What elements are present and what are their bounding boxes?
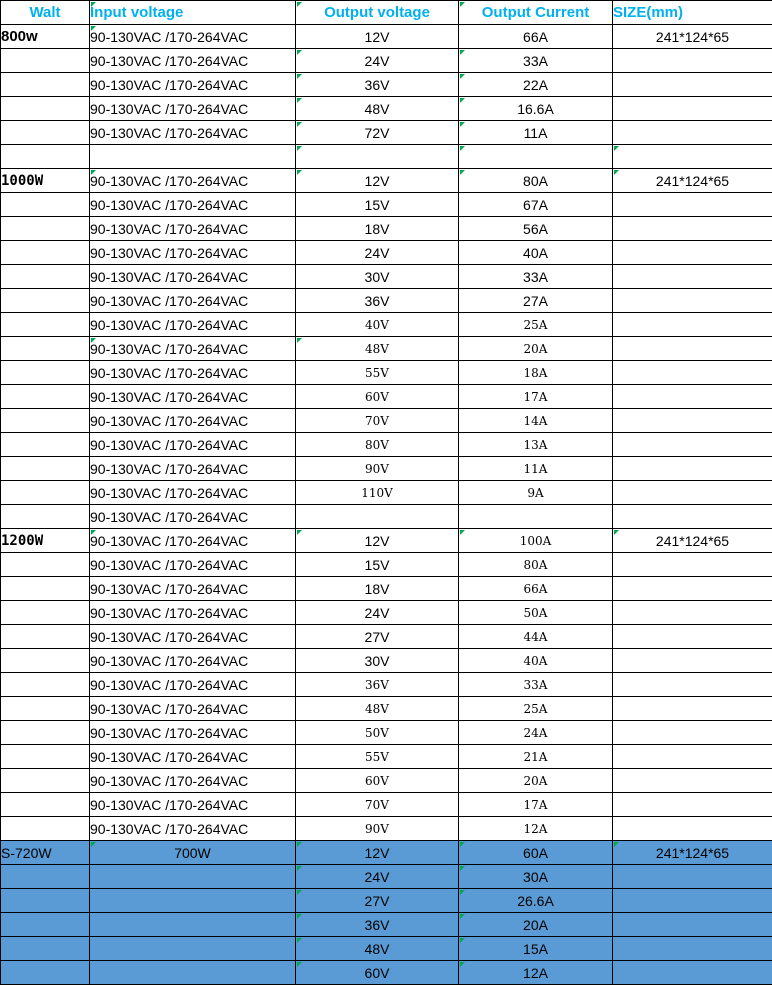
walt-cell xyxy=(1,961,90,985)
output-current-cell: 56A xyxy=(459,217,613,241)
size-cell: 241*124*65 xyxy=(613,25,772,49)
walt-cell xyxy=(1,289,90,313)
table-row xyxy=(1,217,772,241)
size-cell xyxy=(613,97,772,121)
table-row xyxy=(1,121,772,145)
input-voltage-cell: 90-130VAC /170-264VAC xyxy=(90,217,296,241)
walt-cell xyxy=(1,97,90,121)
output-current-cell: 67A xyxy=(459,193,613,217)
output-current-cell: 40A xyxy=(459,241,613,265)
table-row xyxy=(1,625,772,649)
walt-cell xyxy=(1,553,90,577)
size-cell xyxy=(613,73,772,97)
table-row xyxy=(1,433,772,457)
output-voltage-cell: 36V xyxy=(296,673,459,697)
walt-cell xyxy=(1,457,90,481)
output-voltage-cell: 48V xyxy=(296,97,459,121)
size-cell xyxy=(613,361,772,385)
size-cell: 241*124*65 xyxy=(613,169,772,193)
walt-cell: 800w xyxy=(1,25,90,49)
output-current-cell: 27A xyxy=(459,289,613,313)
walt-cell: 1000W xyxy=(1,169,90,193)
output-current-cell: 11A xyxy=(459,457,613,481)
output-current-cell: 12A xyxy=(459,817,613,841)
size-cell xyxy=(613,961,772,985)
size-cell xyxy=(613,697,772,721)
output-voltage-cell: 110V xyxy=(296,481,459,505)
header-size: SIZE(mm) xyxy=(613,1,772,25)
table-row xyxy=(1,937,772,961)
table-row xyxy=(1,25,772,49)
output-voltage-cell: 55V xyxy=(296,361,459,385)
table-row xyxy=(1,145,772,169)
input-voltage-cell: 90-130VAC /170-264VAC xyxy=(90,769,296,793)
input-voltage-cell xyxy=(90,889,296,913)
output-current-cell: 66A xyxy=(459,577,613,601)
output-current-cell: 30A xyxy=(459,865,613,889)
header-walt: Walt xyxy=(1,1,90,25)
walt-cell xyxy=(1,265,90,289)
input-voltage-cell: 90-130VAC /170-264VAC xyxy=(90,577,296,601)
size-cell xyxy=(613,481,772,505)
output-voltage-cell: 24V xyxy=(296,601,459,625)
size-cell xyxy=(613,289,772,313)
input-voltage-cell: 90-130VAC /170-264VAC xyxy=(90,241,296,265)
size-cell xyxy=(613,769,772,793)
table-row xyxy=(1,649,772,673)
input-voltage-cell: 90-130VAC /170-264VAC xyxy=(90,265,296,289)
table-row xyxy=(1,889,772,913)
output-voltage-cell: 90V xyxy=(296,457,459,481)
size-cell xyxy=(613,817,772,841)
size-cell xyxy=(613,433,772,457)
output-voltage-cell: 30V xyxy=(296,649,459,673)
table-row xyxy=(1,745,772,769)
output-current-cell: 60A xyxy=(459,841,613,865)
table-row xyxy=(1,865,772,889)
output-voltage-cell: 70V xyxy=(296,793,459,817)
output-current-cell: 33A xyxy=(459,673,613,697)
input-voltage-cell: 90-130VAC /170-264VAC xyxy=(90,505,296,529)
output-voltage-cell: 80V xyxy=(296,433,459,457)
size-cell xyxy=(613,409,772,433)
walt-cell xyxy=(1,337,90,361)
output-voltage-cell: 48V xyxy=(296,337,459,361)
size-cell xyxy=(613,241,772,265)
walt-cell xyxy=(1,73,90,97)
table-row xyxy=(1,289,772,313)
output-current-cell: 25A xyxy=(459,313,613,337)
header-row xyxy=(1,1,772,25)
walt-cell xyxy=(1,313,90,337)
output-current-cell: 21A xyxy=(459,745,613,769)
walt-cell xyxy=(1,601,90,625)
output-voltage-cell: 36V xyxy=(296,289,459,313)
walt-cell xyxy=(1,817,90,841)
input-voltage-cell: 90-130VAC /170-264VAC xyxy=(90,601,296,625)
input-voltage-cell: 90-130VAC /170-264VAC xyxy=(90,49,296,73)
size-cell: 241*124*65 xyxy=(613,841,772,865)
output-current-cell: 40A xyxy=(459,649,613,673)
table-row xyxy=(1,313,772,337)
output-voltage-cell: 72V xyxy=(296,121,459,145)
input-voltage-cell xyxy=(90,145,296,169)
input-voltage-cell xyxy=(90,961,296,985)
output-voltage-cell: 12V xyxy=(296,169,459,193)
size-cell xyxy=(613,457,772,481)
size-cell xyxy=(613,745,772,769)
table-row xyxy=(1,601,772,625)
size-cell xyxy=(613,865,772,889)
output-voltage-cell: 55V xyxy=(296,745,459,769)
size-cell xyxy=(613,49,772,73)
input-voltage-cell: 90-130VAC /170-264VAC xyxy=(90,697,296,721)
input-voltage-cell: 90-130VAC /170-264VAC xyxy=(90,649,296,673)
input-voltage-cell: 90-130VAC /170-264VAC xyxy=(90,313,296,337)
size-cell xyxy=(613,793,772,817)
output-current-cell: 44A xyxy=(459,625,613,649)
output-voltage-cell: 15V xyxy=(296,553,459,577)
output-current-cell: 100A xyxy=(459,529,613,553)
input-voltage-cell: 90-130VAC /170-264VAC xyxy=(90,457,296,481)
output-voltage-cell xyxy=(296,505,459,529)
output-current-cell: 12A xyxy=(459,961,613,985)
table-row xyxy=(1,169,772,193)
output-voltage-cell: 60V xyxy=(296,961,459,985)
output-voltage-cell: 60V xyxy=(296,769,459,793)
output-current-cell: 22A xyxy=(459,73,613,97)
output-current-cell: 20A xyxy=(459,337,613,361)
input-voltage-cell: 90-130VAC /170-264VAC xyxy=(90,745,296,769)
output-current-cell: 14A xyxy=(459,409,613,433)
size-cell xyxy=(613,889,772,913)
size-cell xyxy=(613,217,772,241)
input-voltage-cell: 90-130VAC /170-264VAC xyxy=(90,73,296,97)
header-output-voltage: Output voltage xyxy=(296,1,459,25)
walt-cell xyxy=(1,889,90,913)
output-current-cell: 80A xyxy=(459,553,613,577)
size-cell xyxy=(613,145,772,169)
output-current-cell: 16.6A xyxy=(459,97,613,121)
input-voltage-cell: 90-130VAC /170-264VAC xyxy=(90,289,296,313)
output-current-cell: 15A xyxy=(459,937,613,961)
walt-cell xyxy=(1,913,90,937)
walt-cell xyxy=(1,217,90,241)
walt-cell xyxy=(1,697,90,721)
table-row xyxy=(1,817,772,841)
output-current-cell: 9A xyxy=(459,481,613,505)
walt-cell xyxy=(1,721,90,745)
output-current-cell: 20A xyxy=(459,769,613,793)
output-voltage-cell: 15V xyxy=(296,193,459,217)
input-voltage-cell: 90-130VAC /170-264VAC xyxy=(90,673,296,697)
output-voltage-cell xyxy=(296,145,459,169)
output-voltage-cell: 40V xyxy=(296,313,459,337)
size-cell xyxy=(613,913,772,937)
walt-cell xyxy=(1,241,90,265)
walt-cell xyxy=(1,49,90,73)
output-voltage-cell: 24V xyxy=(296,49,459,73)
input-voltage-cell: 90-130VAC /170-264VAC xyxy=(90,97,296,121)
table-row xyxy=(1,457,772,481)
input-voltage-cell: 90-130VAC /170-264VAC xyxy=(90,193,296,217)
input-voltage-cell: 90-130VAC /170-264VAC xyxy=(90,409,296,433)
output-current-cell: 50A xyxy=(459,601,613,625)
input-voltage-cell: 90-130VAC /170-264VAC xyxy=(90,169,296,193)
table-row xyxy=(1,265,772,289)
table-row xyxy=(1,73,772,97)
size-cell xyxy=(613,601,772,625)
table-body xyxy=(1,25,772,985)
output-voltage-cell: 36V xyxy=(296,73,459,97)
output-voltage-cell: 18V xyxy=(296,217,459,241)
header-input-voltage: Input voltage xyxy=(90,1,296,25)
input-voltage-cell: 90-130VAC /170-264VAC xyxy=(90,625,296,649)
walt-cell xyxy=(1,409,90,433)
table-row xyxy=(1,481,772,505)
table-row xyxy=(1,361,772,385)
size-cell xyxy=(613,337,772,361)
output-voltage-cell: 18V xyxy=(296,577,459,601)
table-row xyxy=(1,913,772,937)
size-cell xyxy=(613,505,772,529)
output-current-cell: 18A xyxy=(459,361,613,385)
output-current-cell: 33A xyxy=(459,265,613,289)
size-cell xyxy=(613,649,772,673)
input-voltage-cell: 90-130VAC /170-264VAC xyxy=(90,529,296,553)
table-row xyxy=(1,697,772,721)
size-cell xyxy=(613,625,772,649)
size-cell xyxy=(613,121,772,145)
size-cell xyxy=(613,385,772,409)
size-cell xyxy=(613,313,772,337)
output-voltage-cell: 12V xyxy=(296,529,459,553)
output-current-cell: 20A xyxy=(459,913,613,937)
walt-cell xyxy=(1,673,90,697)
output-current-cell: 26.6A xyxy=(459,889,613,913)
table-row xyxy=(1,673,772,697)
input-voltage-cell: 90-130VAC /170-264VAC xyxy=(90,793,296,817)
table-row xyxy=(1,241,772,265)
output-current-cell xyxy=(459,505,613,529)
size-cell xyxy=(613,937,772,961)
table-row xyxy=(1,769,772,793)
walt-cell xyxy=(1,745,90,769)
output-current-cell: 66A xyxy=(459,25,613,49)
header-output-current: Output Current xyxy=(459,1,613,25)
input-voltage-cell: 90-130VAC /170-264VAC xyxy=(90,361,296,385)
table-row xyxy=(1,193,772,217)
input-voltage-cell: 90-130VAC /170-264VAC xyxy=(90,721,296,745)
output-current-cell: 24A xyxy=(459,721,613,745)
size-cell xyxy=(613,193,772,217)
walt-cell xyxy=(1,769,90,793)
table-row xyxy=(1,49,772,73)
input-voltage-cell: 90-130VAC /170-264VAC xyxy=(90,385,296,409)
output-voltage-cell: 24V xyxy=(296,241,459,265)
walt-cell xyxy=(1,433,90,457)
output-voltage-cell: 27V xyxy=(296,889,459,913)
output-voltage-cell: 30V xyxy=(296,265,459,289)
input-voltage-cell: 90-130VAC /170-264VAC xyxy=(90,25,296,49)
walt-cell xyxy=(1,481,90,505)
input-voltage-cell: 90-130VAC /170-264VAC xyxy=(90,553,296,577)
input-voltage-cell xyxy=(90,913,296,937)
input-voltage-cell xyxy=(90,937,296,961)
output-voltage-cell: 50V xyxy=(296,721,459,745)
output-voltage-cell: 60V xyxy=(296,385,459,409)
walt-cell xyxy=(1,385,90,409)
input-voltage-cell xyxy=(90,865,296,889)
walt-cell xyxy=(1,505,90,529)
output-current-cell: 80A xyxy=(459,169,613,193)
output-current-cell: 17A xyxy=(459,793,613,817)
table-row xyxy=(1,793,772,817)
table-row xyxy=(1,505,772,529)
output-current-cell: 11A xyxy=(459,121,613,145)
walt-cell xyxy=(1,145,90,169)
output-current-cell: 17A xyxy=(459,385,613,409)
size-cell xyxy=(613,673,772,697)
input-voltage-cell: 90-130VAC /170-264VAC xyxy=(90,817,296,841)
input-voltage-cell: 90-130VAC /170-264VAC xyxy=(90,481,296,505)
output-voltage-cell: 27V xyxy=(296,625,459,649)
size-cell xyxy=(613,265,772,289)
walt-cell xyxy=(1,361,90,385)
output-voltage-cell: 24V xyxy=(296,865,459,889)
table-row xyxy=(1,721,772,745)
walt-cell xyxy=(1,121,90,145)
table-row xyxy=(1,409,772,433)
output-voltage-cell: 90V xyxy=(296,817,459,841)
output-voltage-cell: 12V xyxy=(296,841,459,865)
output-voltage-cell: 48V xyxy=(296,697,459,721)
walt-cell xyxy=(1,793,90,817)
table-row xyxy=(1,841,772,865)
table-row xyxy=(1,529,772,553)
size-cell xyxy=(613,721,772,745)
input-voltage-cell: 90-130VAC /170-264VAC xyxy=(90,121,296,145)
walt-cell xyxy=(1,937,90,961)
walt-cell: 1200W xyxy=(1,529,90,553)
walt-cell xyxy=(1,865,90,889)
table-row xyxy=(1,961,772,985)
table-row xyxy=(1,97,772,121)
table-row xyxy=(1,577,772,601)
walt-cell xyxy=(1,649,90,673)
size-cell xyxy=(613,553,772,577)
output-voltage-cell: 36V xyxy=(296,913,459,937)
output-current-cell: 25A xyxy=(459,697,613,721)
table-row xyxy=(1,385,772,409)
walt-cell xyxy=(1,577,90,601)
walt-cell: S-720W xyxy=(1,841,90,865)
output-current-cell xyxy=(459,145,613,169)
output-voltage-cell: 70V xyxy=(296,409,459,433)
size-cell xyxy=(613,577,772,601)
output-current-cell: 13A xyxy=(459,433,613,457)
walt-cell xyxy=(1,193,90,217)
output-voltage-cell: 12V xyxy=(296,25,459,49)
input-voltage-cell: 90-130VAC /170-264VAC xyxy=(90,337,296,361)
walt-cell xyxy=(1,625,90,649)
table-row xyxy=(1,553,772,577)
output-voltage-cell: 48V xyxy=(296,937,459,961)
size-cell: 241*124*65 xyxy=(613,529,772,553)
table-row xyxy=(1,337,772,361)
output-current-cell: 33A xyxy=(459,49,613,73)
input-voltage-cell: 700W xyxy=(90,841,296,865)
input-voltage-cell: 90-130VAC /170-264VAC xyxy=(90,433,296,457)
